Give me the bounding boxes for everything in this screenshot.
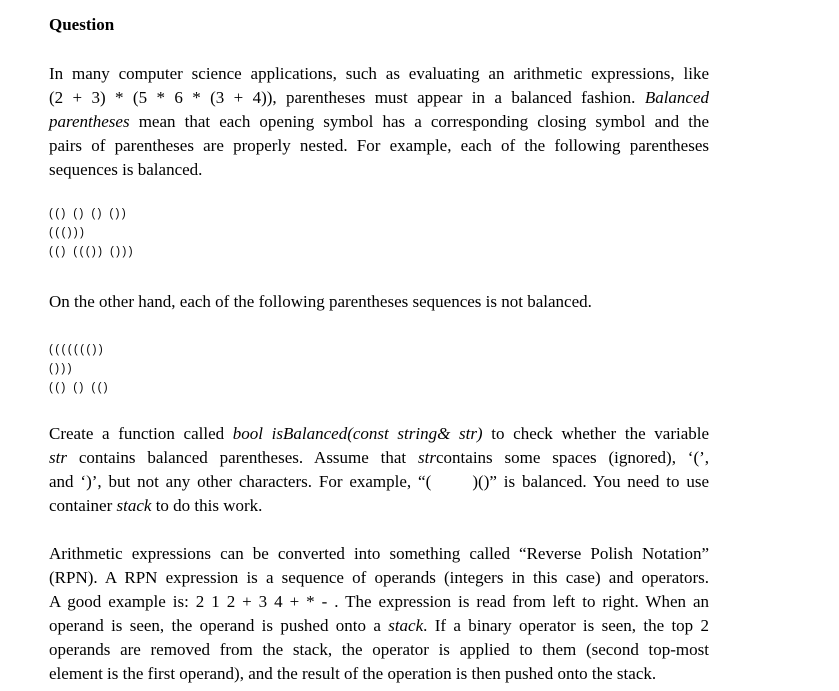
- balanced-sequence: ((())): [49, 227, 87, 239]
- not-balanced-intro: On the other hand, each of the following parentheses sequences is not balanced.: [49, 292, 592, 311]
- balanced-sequence: (() ((()) ())): [49, 246, 135, 258]
- intro-line-3: parentheses mean that each opening symbol has a corresponding closing symbol and the: [49, 112, 710, 131]
- rpn-line-1: Arithmetic expressions can be converted into something called “Reverse Polish Notation”: [49, 544, 709, 563]
- function-signature: bool isBalanced(const string& str): [232, 424, 483, 443]
- intro-line-4: pairs of parentheses are properly nested. For example, each of the following parentheses: [49, 136, 709, 155]
- question-heading: Question: [49, 15, 115, 34]
- task-paragraph: [49, 422, 709, 518]
- rpn-line-6: element is the first operand), and the result of the operation is then pushed onto the stack.: [49, 664, 657, 683]
- task-line-1: Create a function called bool isBalanced(const string& str) to check whether the variable: [49, 424, 710, 443]
- unbalanced-sequence: (() () ((): [49, 382, 111, 394]
- rpn-line-3: A good example is: 2 1 2 + 3 4 + * - . The expression is read from left to right. When an: [49, 592, 709, 611]
- intro-line-1: In many computer science applications, such as evaluating an arithmetic expressions, like: [49, 64, 709, 83]
- balanced-sequences: [49, 205, 135, 262]
- unbalanced-sequence: ((((((()): [49, 344, 106, 356]
- rpn-paragraph: [49, 542, 709, 686]
- unbalanced-sequences: [49, 341, 110, 398]
- task-line-2: str contains balanced parentheses. Assume that strcontains some spaces (ignored), ‘(’,: [49, 448, 710, 467]
- rpn-line-5: operands are removed from the stack, the operator is applied to them (second top-most: [49, 640, 709, 659]
- intro-line-5: sequences is balanced.: [49, 160, 203, 179]
- balanced-sequence: (() () () ()): [49, 208, 129, 220]
- rpn-line-2: (RPN). A RPN expression is a sequence of operands (integers in this case) and operators.: [49, 568, 709, 587]
- rpn-line-4: operand is seen, the operand is pushed onto a stack. If a binary operator is seen, the top 2: [49, 616, 709, 635]
- task-line-4: container stack to do this work.: [49, 496, 263, 515]
- intro-paragraph: [49, 62, 709, 182]
- intro-line-2: (2 + 3) * (5 * 6 * (3 + 4)), parentheses must appear in a balanced fashion. Balanced: [49, 88, 710, 107]
- task-line-3: and ‘)’, but not any other characters. For example, “( )()” is balanced. You need to use: [49, 472, 709, 491]
- unbalanced-sequence: ())): [49, 363, 74, 375]
